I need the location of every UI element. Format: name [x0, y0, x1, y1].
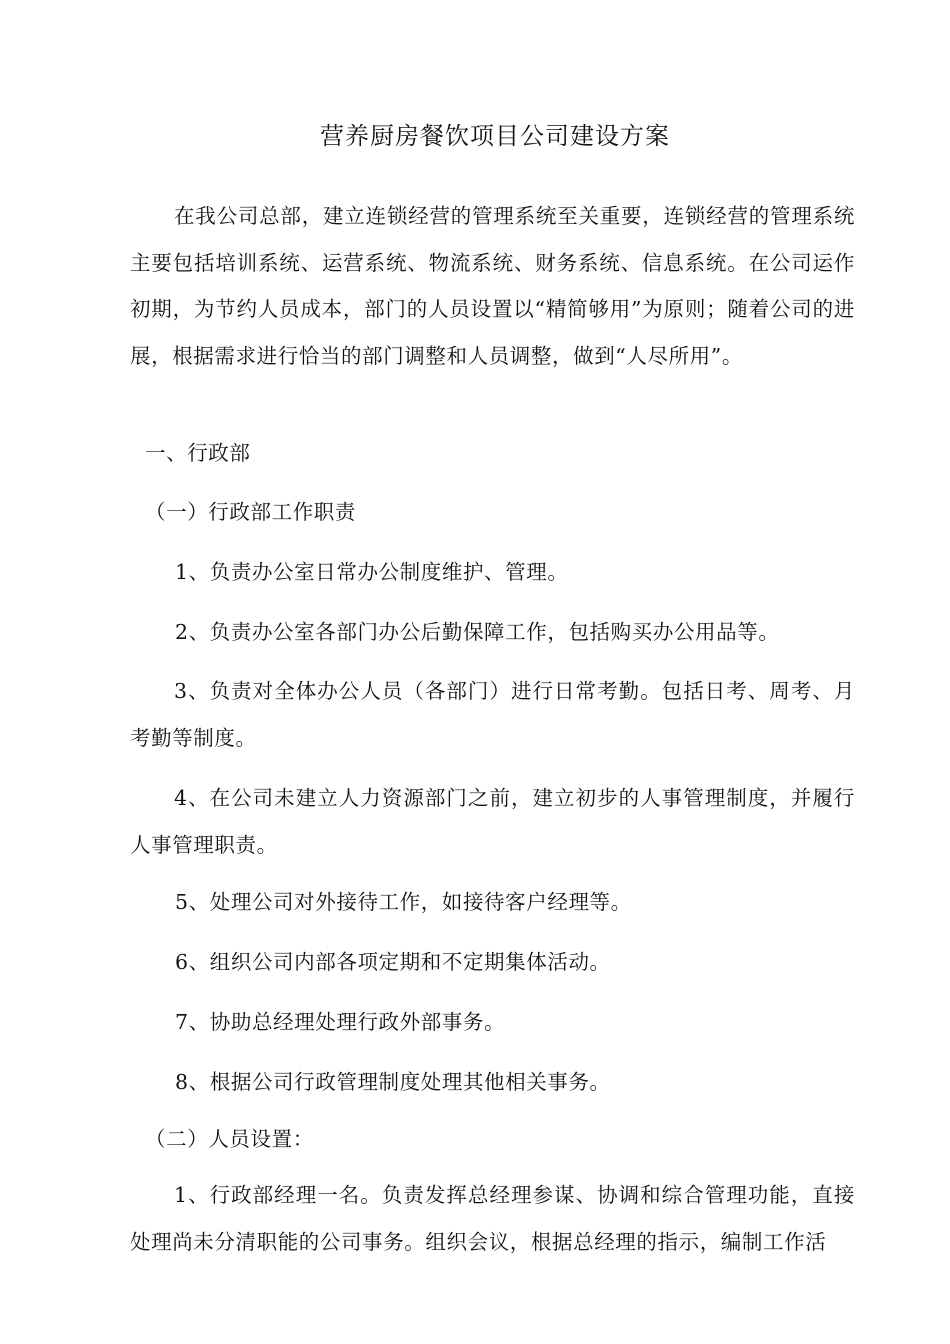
subsection-heading: （一）行政部工作职责	[145, 500, 356, 524]
list-item: 1、负责办公室日常办公制度维护、管理。	[175, 560, 569, 584]
document-title: 营养厨房餐饮项目公司建设方案	[320, 122, 670, 150]
list-item: 6、组织公司内部各项定期和不定期集体活动。	[175, 950, 611, 974]
subsection-heading: （二）人员设置：	[145, 1127, 314, 1151]
list-item: 7、协助总经理处理行政外部事务。	[175, 1010, 506, 1034]
list-item: 5、处理公司对外接待工作，如接待客户经理等。	[175, 890, 632, 914]
list-item: 1、行政部经理一名。负责发挥总经理参谋、协调和综合管理功能，直接处理尚未分清职能的公司事务。组织会议，根据总经理的指示，编制工作活	[130, 1183, 855, 1254]
list-item: 8、根据公司行政管理制度处理其他相关事务。	[175, 1070, 611, 1094]
list-item: 4、在公司未建立人力资源部门之前，建立初步的人事管理制度，并履行人事管理职责。	[130, 786, 855, 857]
section-heading: 一、行政部	[145, 441, 251, 465]
list-item: 2、负责办公室各部门办公后勤保障工作，包括购买办公用品等。	[175, 620, 780, 644]
list-item: 3、负责对全体办公人员（各部门）进行日常考勤。包括日考、周考、月考勤等制度。	[130, 679, 855, 750]
intro-paragraph: 在我公司总部，建立连锁经营的管理系统至关重要，连锁经营的管理系统主要包括培训系统、运营系统、物流系统、财务系统、信息系统。在公司运作初期，为节约人员成本，部门的人员设置以“精简够用”为原则；随着公司的进展，根据需求进行恰当的部门调整和人员调整，做到“人尽所用”。	[130, 204, 855, 368]
